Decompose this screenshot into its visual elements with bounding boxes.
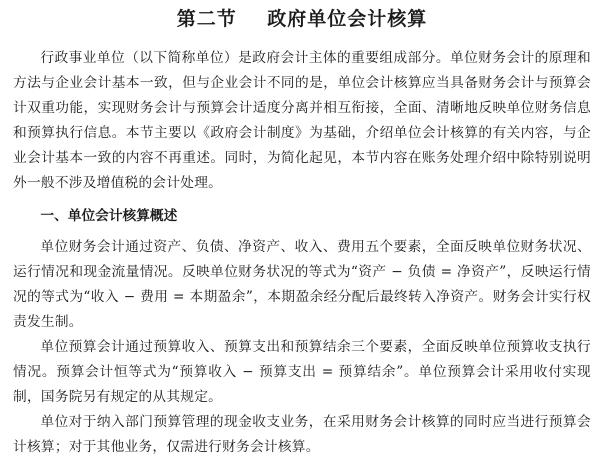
budget-accounting-paragraph: 单位预算会计通过预算收入、预算支出和预算结余三个要素，全面反映单位预算收支执行情况。预算会计恒等式为“预算收入 − 预算支出 = 预算结余”。单位预算会计采用收付实现制，国务院另有规定的从其规定。 [13, 339, 591, 405]
intro-paragraph: 行政事业单位（以下简称单位）是政府会计主体的重要组成部分。单位财务会计的原理和方法与企业会计基本一致，但与企业会计不同的是，单位会计核算应当具备财务会计与预算会计双重功能，实现财务会计与预算会计适度分离并相互衔接，全面、清晰地反映单位财务信息和预算执行信息。本节主要以《政府会计制度》为基础，介绍单位会计核算的有关内容，与企业会计基本一致的内容不再重述。同时，为简化起见，本节内容在账务处理介绍中除特别说明外一般不涉及增值税的会计处理。 [13, 50, 591, 191]
subsection-heading: 一、单位会计核算概述 [40, 208, 178, 224]
dual-accounting-paragraph: 单位对于纳入部门预算管理的现金收支业务，在采用财务会计核算的同时应当进行预算会计核算；对于其他业务，仅需进行财务会计核算。 [13, 414, 591, 455]
financial-accounting-paragraph: 单位财务会计通过资产、负债、净资产、收入、费用五个要素，全面反映单位财务状况、运行情况和现金流量情况。反映单位财务状况的等式为“资产 − 负债 = 净资产”，反映运行情况的等式为“收入 − 费用 = 本期盈余”，本期盈余经分配后最终转入净资产。财务会计实行权责发生制。 [13, 239, 591, 330]
section-title: 第二节 政府单位会计核算 [176, 8, 428, 30]
